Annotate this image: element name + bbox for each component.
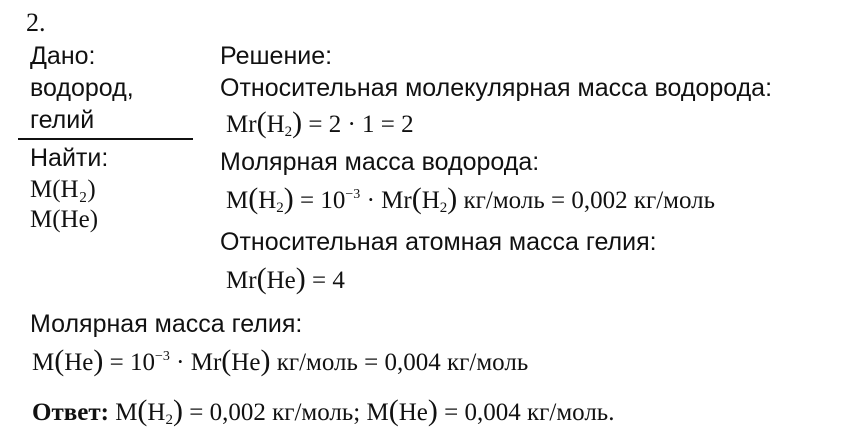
h2-molar-formula: $M(H_2) = 10^{-3} \cdot Mr(H_2)$ кг/моль = 0,002 кг/моль	[226, 182, 716, 216]
given-item-hydrogen: водород,	[30, 74, 134, 102]
h2-relative-formula: $Mr(H_2) = 2 \cdot 1 = 2$	[226, 106, 414, 140]
h2-relative-label: Относительная молекулярная масса водорода:	[220, 74, 773, 102]
he-relative-label: Относительная атомная масса гелия:	[220, 228, 657, 256]
find-item-h2: M(H₂)	[30, 176, 96, 203]
problem-number: 2.	[26, 8, 46, 37]
solution-title: Решение:	[220, 42, 333, 70]
answer-line: Ответ: $M(H_2) = 0,002$ кг/моль; M(He) = 0,004 кг/моль.	[32, 394, 615, 428]
h2-molar-label: Молярная масса водорода:	[220, 148, 540, 176]
he-molar-label: Молярная масса гелия:	[30, 310, 303, 338]
he-molar-formula: $M(He) = 10^{-3} \cdot Mr(He)$ кг/моль = 0,004 кг/моль	[32, 344, 529, 377]
given-divider	[18, 138, 193, 140]
find-title: Найти:	[30, 144, 109, 172]
he-relative-formula: Mr(He) = 4	[226, 262, 345, 295]
given-title: Дано:	[30, 42, 96, 70]
find-item-he: M(He)	[30, 206, 99, 233]
given-item-helium: гелий	[30, 106, 95, 134]
answer-label: Ответ:	[32, 399, 109, 426]
